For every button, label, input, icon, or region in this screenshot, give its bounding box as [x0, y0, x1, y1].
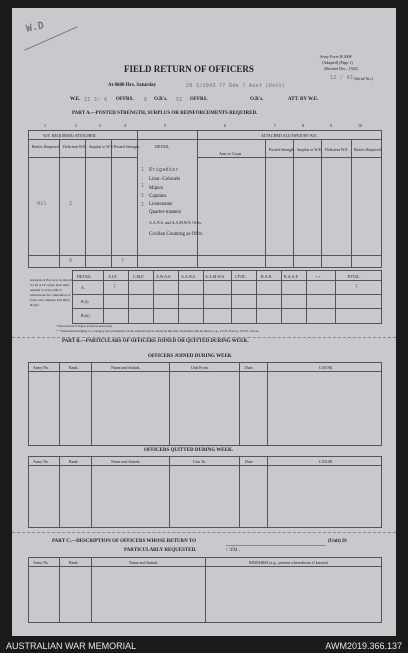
analysis-col-cmf: C.M.F. — [133, 274, 145, 279]
detail-item-aans: A.A.N.S. and A.A.M.W.S. Offrs. — [149, 220, 202, 225]
joined-col-name: Name and Initials. — [111, 365, 141, 370]
detail-item-quartermasters: Quarter-masters — [149, 210, 182, 215]
analysis-col-aif: A.I.F. — [108, 274, 118, 279]
archive-footer — [0, 638, 408, 653]
footnote-1: * Insert detail of degree (valid as necessary). — [56, 324, 113, 328]
header-surplus-right: Surplus to W.E. — [297, 147, 323, 152]
footer-accession-number: AWM2019.366.137 — [325, 641, 402, 651]
joined-col-date: Date. — [245, 365, 254, 370]
header-reints-required-right: Rein'ts Required. — [354, 147, 382, 152]
joined-col-rank: Rank. — [69, 365, 79, 370]
date-unit-stamp: 20 3/1943 ?? Bde ? Aust (Unit) — [186, 83, 286, 89]
att-by-we-label: ATT. BY W.E. — [288, 97, 319, 102]
header-deficient-left: Deficient W.E. — [63, 144, 87, 149]
col-number-10: 10 — [358, 123, 362, 128]
total-deficient: 8 — [69, 258, 73, 264]
analysis-col-detail: DETAIL. — [77, 274, 93, 279]
total-posted: 7 — [121, 258, 125, 264]
we-ors-stamp: 51 — [176, 97, 183, 103]
posted-stamp-1: 1 — [141, 167, 145, 173]
form-ref-line2: (Adapted) (Page 1) — [322, 60, 353, 65]
left-stamp-deficient: 2 — [69, 201, 73, 207]
col-number-3: 3 — [99, 123, 101, 128]
analysis-row-a: A. — [81, 285, 85, 290]
analysis-note-text: Analysis of Part A to be shown for all A.I.F. units, their units entitled to leave, (H) or instructions for completion of form will complete Part B(ii) & (iii) — [30, 278, 73, 307]
analysis-col-aans: A.A.N.S. — [181, 274, 196, 279]
form-ref-line1: Army Form W.3008 — [320, 54, 352, 59]
we-offrs-stamp: 8 — [144, 97, 148, 103]
part-a-table — [28, 130, 382, 268]
serial-label: (Serial No.) — [354, 76, 373, 81]
we-offrs-label: OFFRS. — [116, 97, 134, 102]
at-line-prefix: At 0600 Hrs. Saturday — [108, 83, 157, 88]
analysis-col-aamws: A.A.M.W.S. — [205, 274, 225, 279]
footnote-2: + + Personnel belonging to a category not provided for in the analysis will be shown in this line. Particulars will be shown, e.g., 2 U.K. Forces; 10 N.Z. Forces. — [56, 329, 260, 333]
quitted-col-army-no: Army No. — [33, 459, 50, 464]
col-number-9: 9 — [330, 123, 332, 128]
quitted-col-name: Name and Initials. — [111, 459, 141, 464]
header-detail: DETAIL. — [155, 144, 171, 149]
posted-stamp-2: 1 — [141, 183, 145, 189]
quitted-col-rank: Rank. — [69, 459, 79, 464]
col-number-1: 1 — [44, 123, 46, 128]
analysis-col-civil: CIVIL. — [235, 274, 247, 279]
detail-item-captains: Captains — [149, 194, 167, 199]
detail-item-brigadier: Brigadier — [149, 167, 179, 173]
quitted-col-cause: CAUSE. — [319, 459, 334, 464]
joined-title: OFFICERS JOINED DURING WEEK — [148, 354, 232, 359]
analysis-col-ran: R.A.N. — [261, 274, 273, 279]
quitted-col-date: Date. — [245, 459, 254, 464]
att-offrs-label: OFFRS. — [190, 97, 208, 102]
c-col-name: Name and Initials. — [129, 560, 159, 565]
quitted-title: OFFICERS QUITTED DURING WEEK. — [144, 448, 234, 453]
col-number-6: 6 — [224, 123, 226, 128]
corner-handwritten-note: W.D — [25, 20, 46, 35]
part-c-table — [28, 557, 382, 623]
part-c-requested: PARTICULARLY REQUESTED. — [124, 548, 197, 553]
quitted-col-unit: Unit To. — [193, 459, 207, 464]
part-a-heading: PART A.—POSTED STRENGTH, SURPLUS OR REINFORCEMENTS REQUIRED. — [72, 111, 258, 116]
form-page — [12, 8, 396, 636]
analysis-col-raaf: R.A.A.F. — [284, 274, 299, 279]
detail-item-civilian: Civilian Counting as Offrs. — [149, 232, 204, 237]
col-number-7: 7 — [274, 123, 276, 128]
col-number-4: 4 — [124, 123, 126, 128]
header-deficient-right: Deficient W.E. — [325, 147, 349, 152]
we-ors-label: O.R's. — [154, 97, 168, 102]
analysis-col-total: TOTAL. — [347, 274, 361, 279]
quitted-table — [28, 456, 382, 528]
posted-stamp-3: 5 — [141, 193, 145, 199]
page-title: FIELD RETURN OF OFFICERS — [124, 64, 254, 74]
c-col-army-no: Army No. — [33, 560, 50, 565]
joined-table — [28, 362, 382, 446]
analysis-total-value: 7 — [355, 284, 359, 290]
col-number-2: 2 — [75, 123, 77, 128]
joined-col-unit: Unit From. — [191, 365, 209, 370]
header-posted-right: Posted Strength. — [269, 147, 296, 152]
detail-item-lieutenants: Lieutenants — [149, 202, 173, 207]
analysis-col-awas: A.W.A.S. — [156, 274, 172, 279]
c-col-remarks: REMARKS (e.g., present whereabouts if known). — [249, 560, 329, 565]
group-right-header: ATTACHED ALLOWED BY W.E. — [261, 133, 318, 138]
we-stamp: II 3/ 4 — [84, 97, 108, 103]
att-ors-label: O.R's. — [250, 97, 264, 102]
posted-stamp-4: 2 — [141, 202, 145, 208]
col-number-8: 8 — [302, 123, 304, 128]
analysis-row-bi: B.(i) — [81, 299, 89, 304]
serial-stamp: 12 / 43 — [330, 75, 354, 81]
analysis-row-bii: B.(ii) — [81, 313, 90, 318]
detail-item-lt-col: Lieut.-Colonels — [149, 177, 181, 182]
analysis-note — [30, 278, 72, 308]
c-col-rank: Rank. — [69, 560, 79, 565]
form-ref-line3: (Revised Dec., 1942) — [324, 66, 358, 71]
analysis-table — [72, 270, 382, 324]
analysis-aif-value: 7 — [113, 284, 117, 290]
group-left-header: W.E. REQUIRING ATTACHED. — [43, 133, 97, 138]
analysis-col-other: + + — [315, 274, 321, 279]
detail-item-majors: Majors — [149, 186, 164, 191]
part-c-date: / /194 . — [226, 548, 241, 553]
left-stamp-reints: Nil — [37, 201, 47, 207]
joined-col-cause: CAUSE. — [319, 365, 334, 370]
header-arm-corps: Arm or Corps. — [219, 151, 243, 156]
footer-institution: AUSTRALIAN WAR MEMORIAL — [6, 641, 137, 651]
part-b-heading: PART B.—PARTICULARS OF OFFICERS JOINED OR QUITTED DURING WEEK. — [62, 339, 249, 344]
header-posted-left: Posted Strength. — [114, 144, 141, 149]
header-surplus-left: Surplus to W.E. — [89, 144, 115, 149]
part-c-unit-label: (Unit) IS — [328, 539, 347, 544]
we-label: W.E. — [70, 97, 81, 102]
joined-col-army-no: Army No. — [33, 365, 50, 370]
part-c-heading: PART C.—DESCRIPTION OF OFFICERS WHOSE RETURN TO — [52, 539, 197, 544]
header-reints-required-left: Rein'ts Required. — [32, 144, 60, 149]
col-number-5: 5 — [164, 123, 166, 128]
